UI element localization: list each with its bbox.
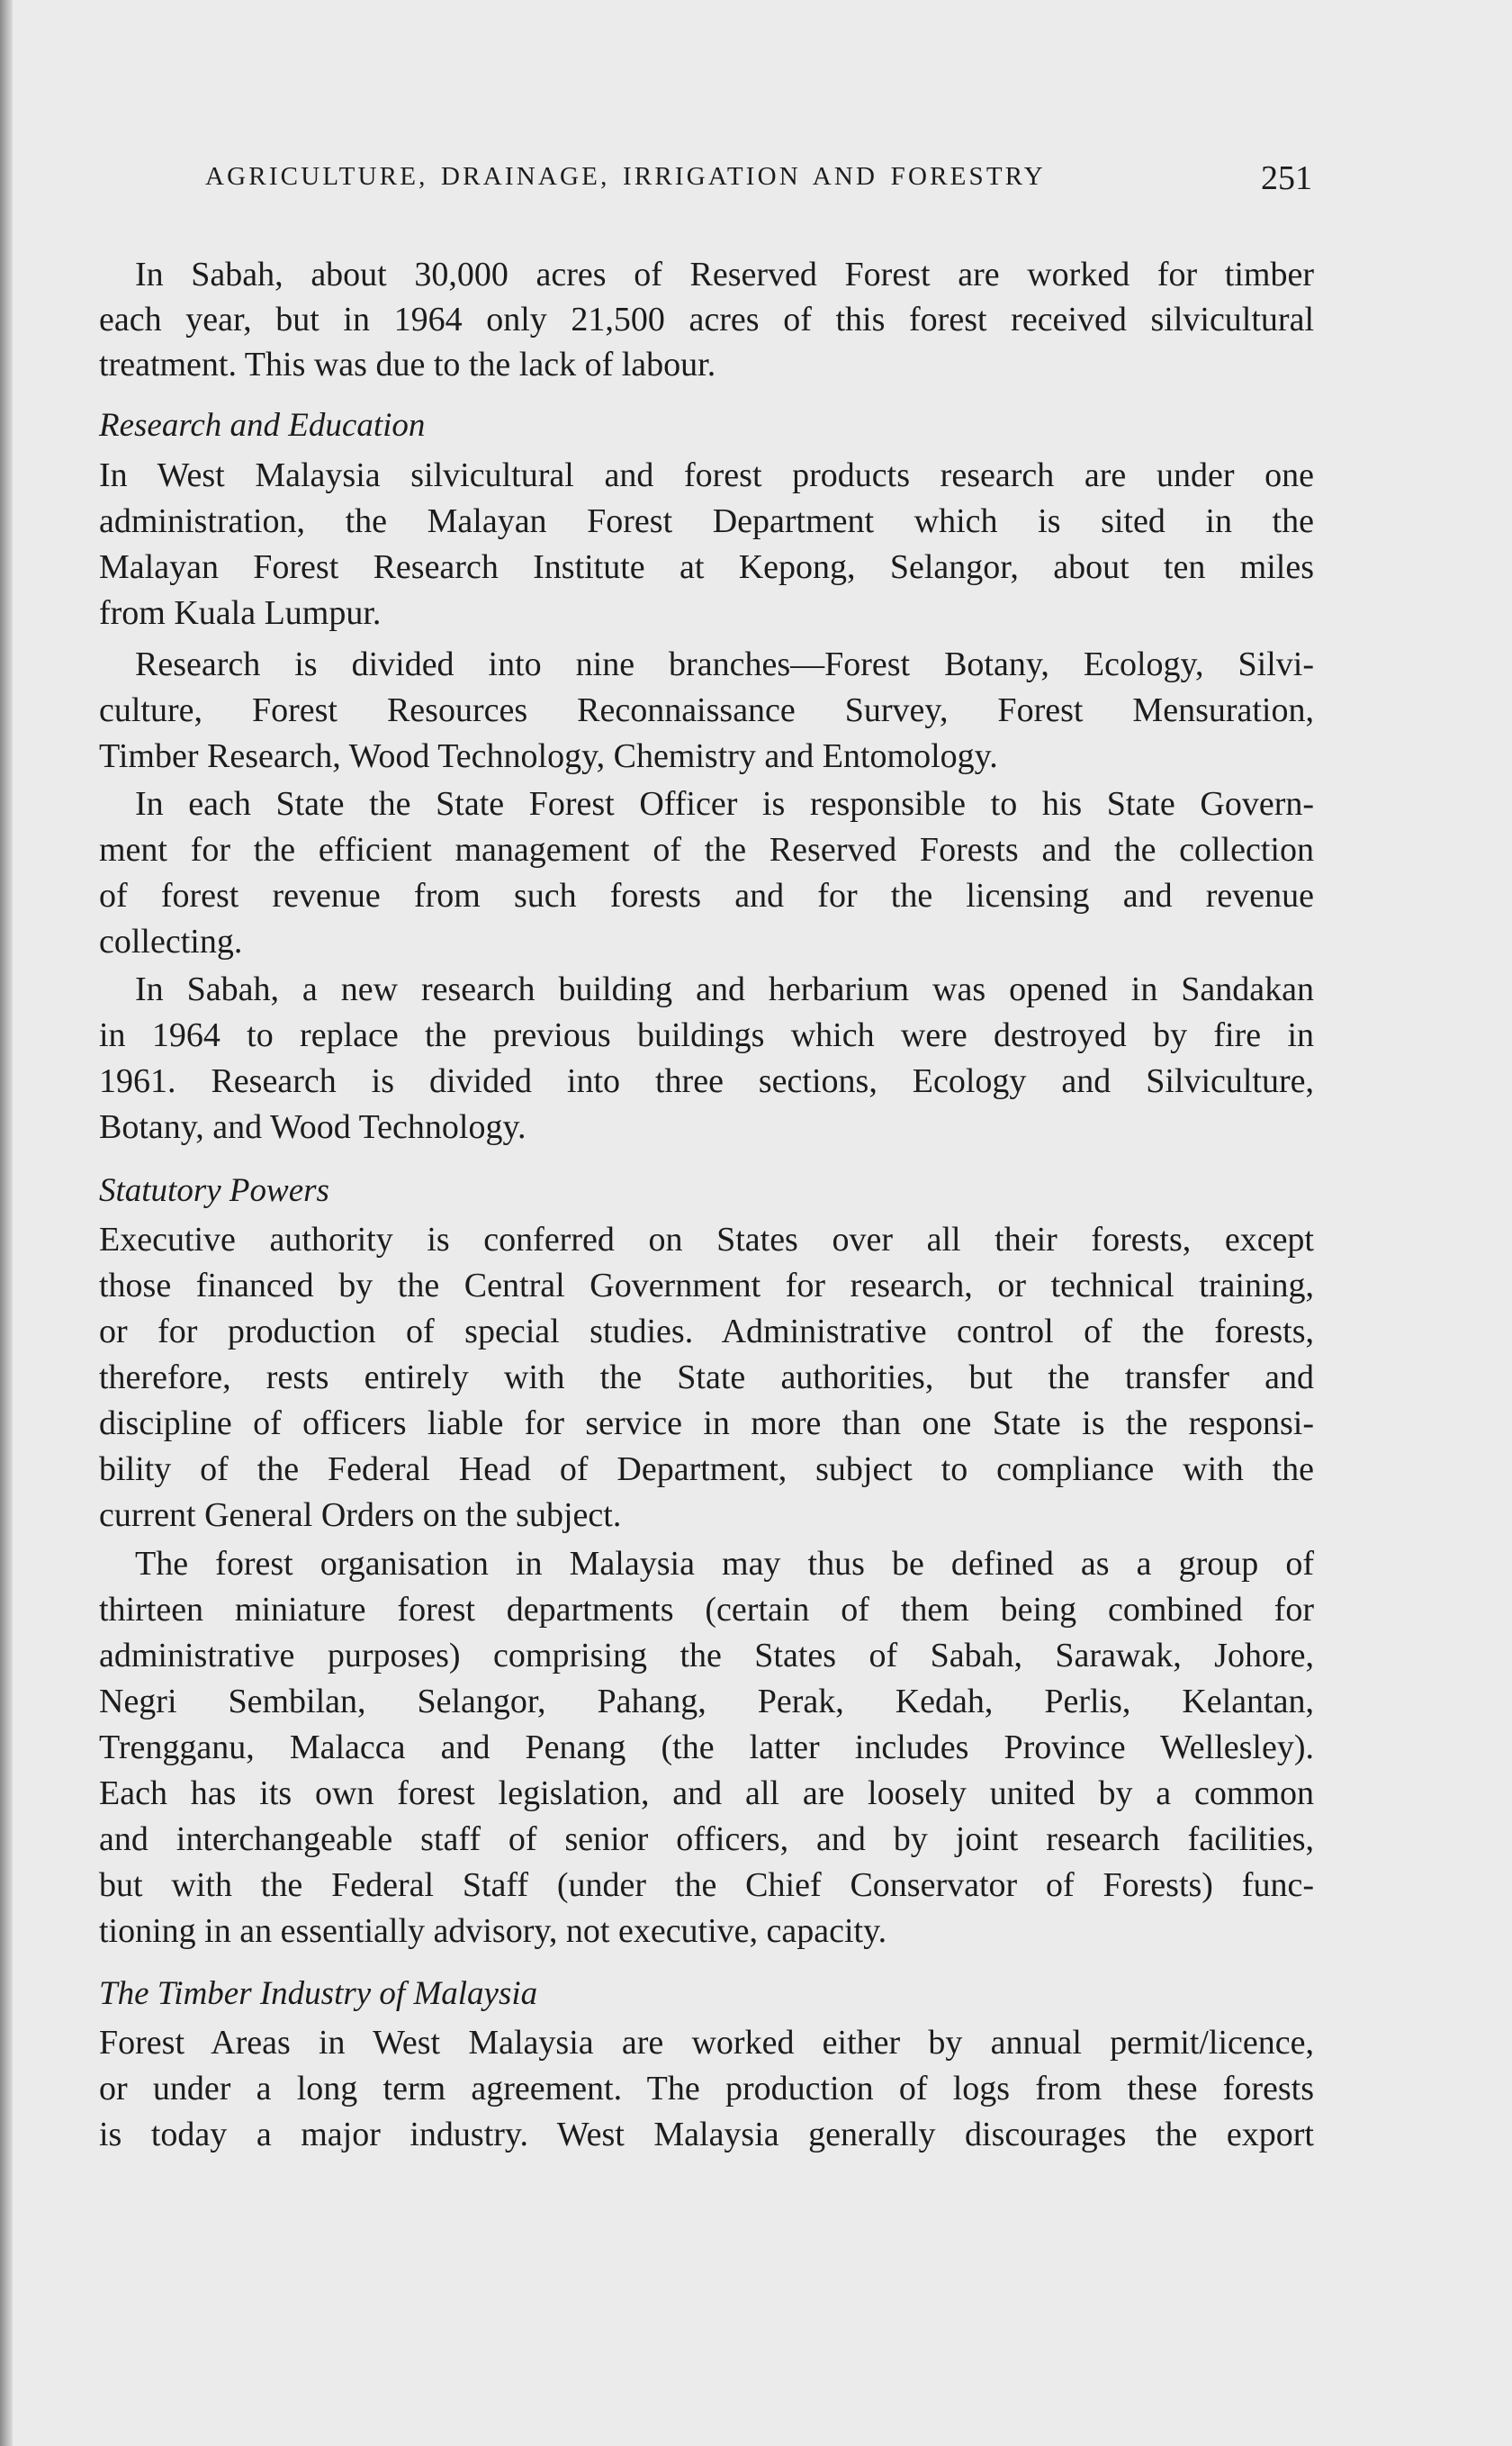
text-line: Timber Research, Wood Technology, Chemistry and Entomology. [99,737,998,775]
text-line: current General Orders on the subject. [99,1496,622,1534]
text-line: those financed by the Central Government for research, or technical training, [99,1267,1314,1304]
section-heading-timber-industry: The Timber Industry of Malaysia [99,1975,538,2012]
section-heading-statutory-powers: Statutory Powers [99,1172,329,1209]
text-line: ment for the efficient management of the Reserved Forests and the collection [99,831,1314,869]
text-line: Botany, and Wood Technology. [99,1108,526,1146]
text-line: The forest organisation in Malaysia may thus be defined as a group of [135,1545,1314,1583]
text-line: Research is divided into nine branches—Forest Botany, Ecology, Silvi- [135,645,1314,683]
text-line: 1961. Research is divided into three sections, Ecology and Silviculture, [99,1062,1314,1100]
text-line: In each State the State Forest Officer is responsible to his State Govern- [135,785,1314,823]
running-head [205,158,1312,198]
text-line: administrative purposes) comprising the States of Sabah, Sarawak, Johore, [99,1637,1314,1674]
text-line: from Kuala Lumpur. [99,594,382,632]
text-line: In Sabah, a new research building and herbarium was opened in Sandakan [135,970,1314,1008]
text-line: or under a long term agreement. The production of logs from these forests [99,2070,1314,2108]
text-line: In West Malaysia silvicultural and forest products research are under one [99,456,1314,494]
text-line: and interchangeable staff of senior officers, and by joint research facilities, [99,1820,1314,1858]
section-heading-research-and-education: Research and Education [99,407,426,444]
text-line: Each has its own forest legislation, and all are loosely united by a common [99,1774,1314,1812]
text-line: Trengganu, Malacca and Penang (the latter includes Province Wellesley). [99,1728,1314,1766]
text-line: each year, but in 1964 only 21,500 acres of this forest received silvicultural [99,301,1314,338]
text-line: or for production of special studies. Administrative control of the forests, [99,1313,1314,1350]
text-line: Negri Sembilan, Selangor, Pahang, Perak, Kedah, Perlis, Kelantan, [99,1683,1314,1720]
text-line: of forest revenue from such forests and for the licensing and revenue [99,877,1314,915]
text-line: in 1964 to replace the previous buildings which were destroyed by fire in [99,1016,1314,1054]
book-spine-shadow [0,0,13,2446]
text-line: treatment. This was due to the lack of labour. [99,346,716,384]
text-line: but with the Federal Staff (under the Chief Conservator of Forests) func- [99,1866,1314,1904]
text-line: therefore, rests entirely with the State authorities, but the transfer and [99,1358,1314,1396]
text-line: Malayan Forest Research Institute at Kepong, Selangor, about ten miles [99,548,1314,586]
text-line: tioning in an essentially advisory, not executive, capacity. [99,1912,887,1950]
text-line: is today a major industry. West Malaysia generally discourages the export [99,2116,1314,2153]
text-line: thirteen miniature forest departments (certain of them being combined for [99,1591,1314,1629]
text-line: Executive authority is conferred on States over all their forests, except [99,1221,1314,1259]
running-title: AGRICULTURE, DRAINAGE, IRRIGATION AND FORESTRY [205,162,1046,191]
text-line: In Sabah, about 30,000 acres of Reserved Forest are worked for timber [135,256,1314,293]
text-line: culture, Forest Resources Reconnaissance Survey, Forest Mensuration, [99,691,1314,729]
text-line: administration, the Malayan Forest Department which is sited in the [99,502,1314,540]
text-line: collecting. [99,923,243,961]
text-line: Forest Areas in West Malaysia are worked either by annual permit/licence, [99,2024,1314,2062]
page-number: 251 [1261,159,1312,197]
text-line: discipline of officers liable for service in more than one State is the responsi- [99,1404,1314,1442]
text-line: bility of the Federal Head of Department, subject to compliance with the [99,1450,1314,1488]
